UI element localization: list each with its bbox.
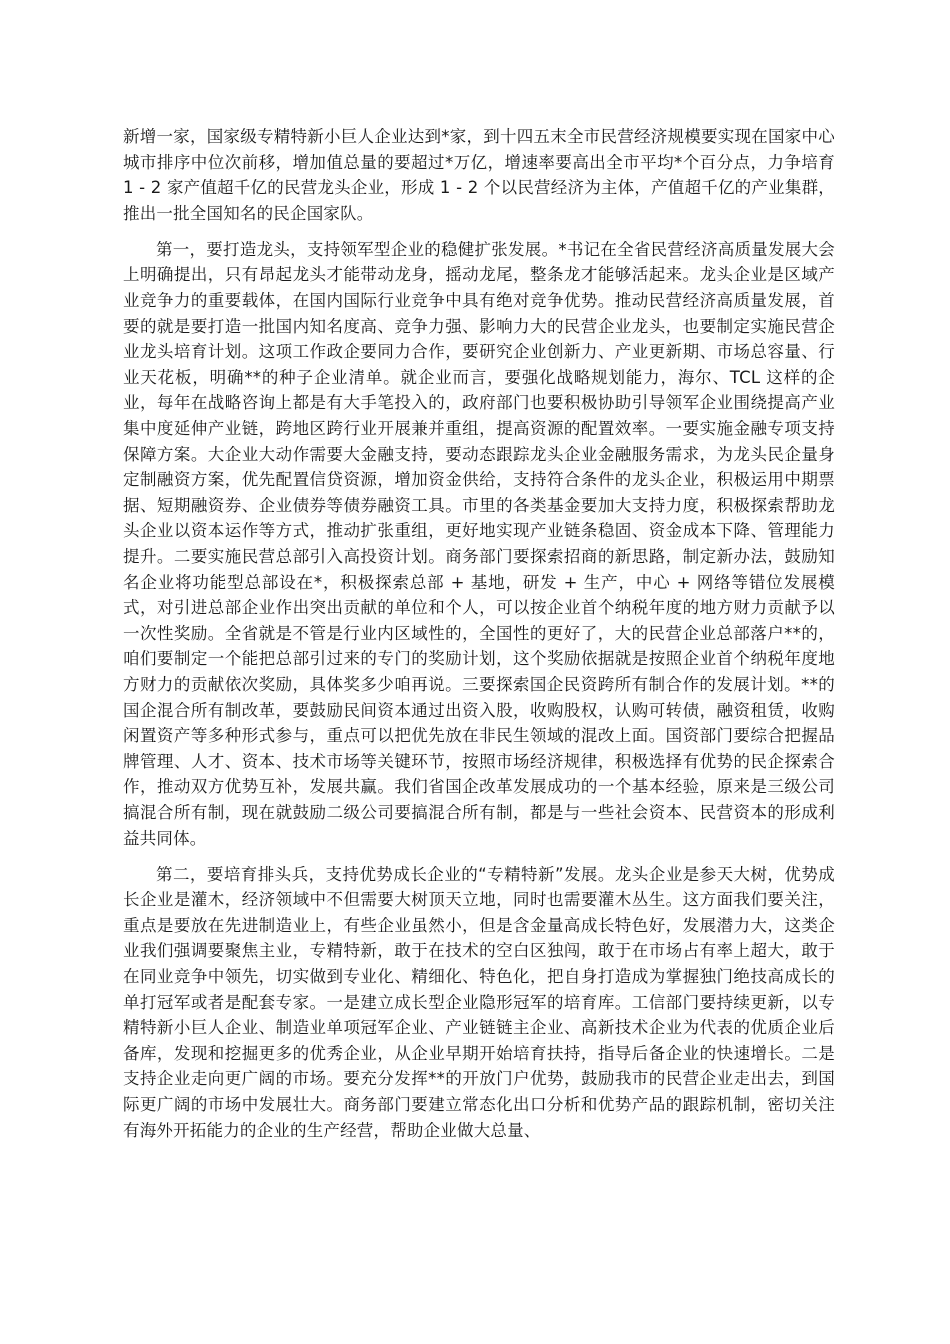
- paragraph-second-point: 第二，要培育排头兵，支持优势成长企业的“专精特新”发展。龙头企业是参天大树，优势成长企业是灌木，经济领域中不但需要大树顶天立地，同时也需要灌木丛生。这方面我们要关注，重点是要放在先进制造业上，有些企业虽然小，但是含金量高成长特色好，发展潜力大，这类企业我们强调要聚焦主业，专精特新，敢于在技术的空白区独闯，敢于在市场占有率上超大，敢于在同业竞争中领先，切实做到专业化、精细化、特色化，把自身打造成为掌握独门绝技高成长的单打冠军或者是配套专家。一是建立成长型企业隐形冠军的培育库。工信部门要持续更新，以专精特新小巨人企业、制造业单项冠军企业、产业链链主企业、高新技术企业为代表的优质企业后备库，发现和挖掘更多的优秀企业，从企业早期开始培育扶持，指导后备企业的快速增长。二是支持企业走向更广阔的市场。要充分发挥**的开放门户优势，鼓励我市的民营企业走出去，到国际更广阔的市场中发展壮大。商务部门要建立常态化出口分析和优势产品的跟踪机制，密切关注有海外开拓能力的企业的生产经营，帮助企业做大总量、: [123, 864, 835, 1140]
- document-page: [123, 124, 835, 1143]
- paragraph-intro: 新增一家，国家级专精特新小巨人企业达到*家，到十四五末全市民营经济规模要实现在国家中心城市排序中位次前移，增加值总量的要超过*万亿，增速率要高出全市平均*个百分点，力争培育 1 - 2 家产值超千亿的民营龙头企业，形成 1 - 2 个以民营经济为主体，产值超千亿的产业集群，推出一批全国知名的民企国家队。: [123, 127, 835, 223]
- paragraph-first-point: 第一，要打造龙头，支持领军型企业的稳健扩张发展。*书记在全省民营经济高质量发展大会上明确提出，只有昂起龙头才能带动龙身，摇动龙尾，整条龙才能够活起来。龙头企业是区域产业竞争力的重要载体，在国内国际行业竞争中具有绝对竞争优势。推动民营经济高质量发展，首要的就是要打造一批国内知名度高、竞争力强、影响力大的民营企业龙头，也要制定实施民营企业龙头培育计划。这项工作政企要同力合作，要研究企业创新力、产业更新期、市场总容量、行业天花板，明确**的种子企业清单。就企业而言，要强化战略规划能力，海尔、TCL 这样的企业，每年在战略咨询上都是有大手笔投入的，政府部门也要积极协助引导领军企业围绕提高产业集中度延伸产业链，跨地区跨行业开展兼并重组，提高资源的配置效率。一要实施金融专项支持保障方案。大企业大动作需要大金融支持，要动态跟踪龙头企业金融服务需求，为龙头民企量身定制融资方案，优先配置信贷资源，增加资金供给，支持符合条件的龙头企业，积极运用中期票据、短期融资券、企业债券等债券融资工具。市里的各类基金要加大支持力度，积极探索帮助龙头企业以资本运作等方式，推动扩张重组，更好地实现产业链条稳固、资金成本下降、管理能力提升。二要实施民营总部引入高投资计划。商务部门要探索招商的新思路，制定新办法，鼓励知名企业将功能型总部设在*，积极探索总部 + 基地，研发 + 生产，中心 + 网络等错位发展模式，对引进总部企业作出突出贡献的单位和个人，可以按企业首个纳税年度的地方财力贡献予以一次性奖励。全省就是不管是行业内区域性的，全国性的更好了，大的民营企业总部落户**的，咱们要制定一个能把总部引过来的专门的奖励计划，这个奖励依据就是按照企业首个纳税年度地方财力的贡献依次奖励，具体奖多少咱再说。三要探索国企民资跨所有制合作的发展计划。**的国企混合所有制改革，要鼓励民间资本通过出资入股，收购股权，认购可转债，融资租赁，收购闲置资产等多种形式参与，重点可以把优先放在非民生领域的混改上面。国资部门要综合把握品牌管理、人才、资本、技术市场等关键环节，按照市场经济规律，积极选择有优势的民企探索合作，推动双方优势互补，发展共赢。我们省国企改革发展成功的一个基本经验，原来是三级公司搞混合所有制，现在就鼓励二级公司要搞混合所有制，都是与一些社会资本、民营资本的形成利益共同体。: [123, 239, 835, 848]
